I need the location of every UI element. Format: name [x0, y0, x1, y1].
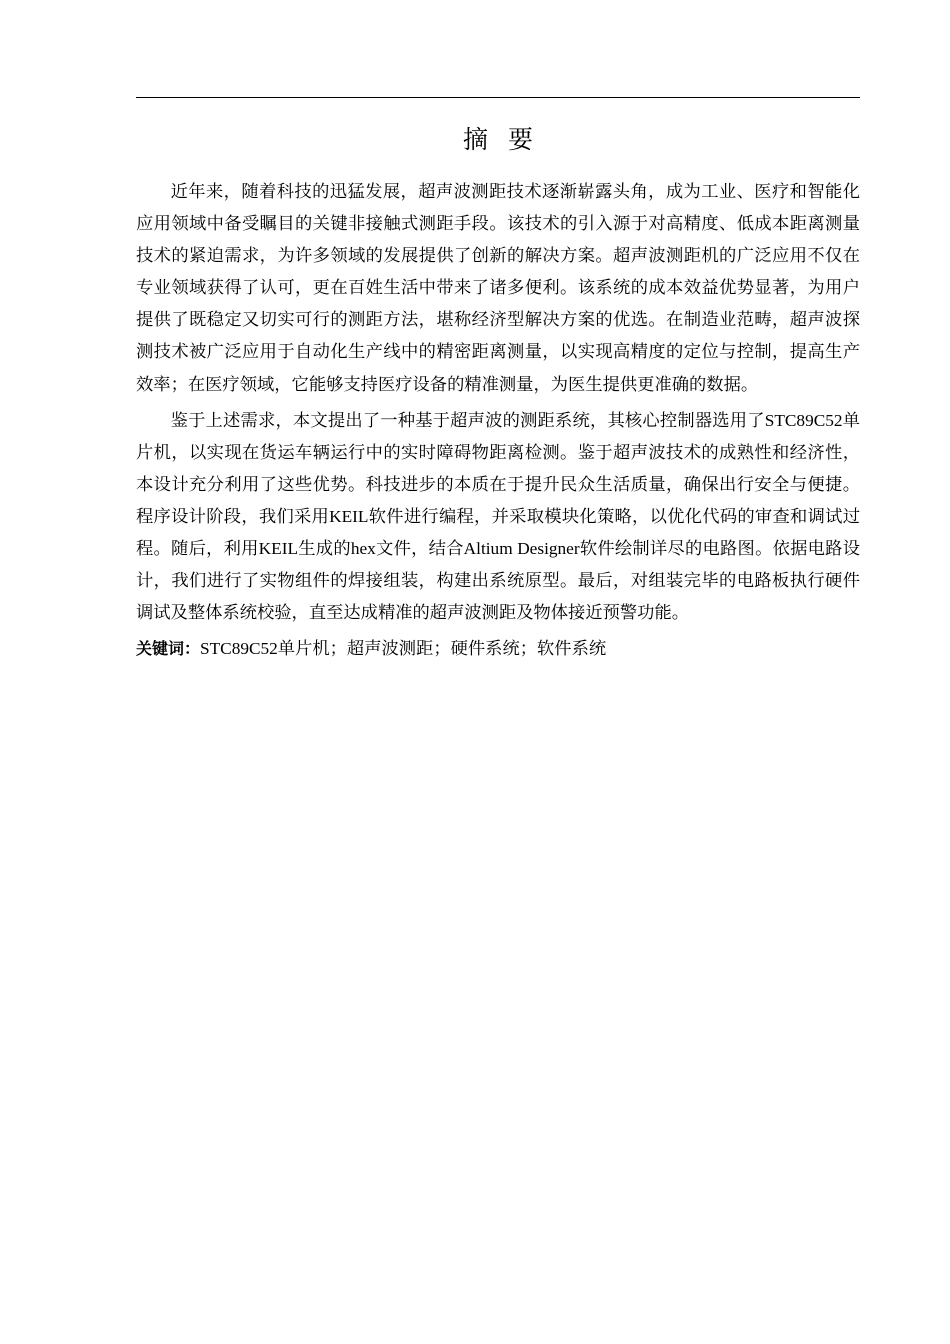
abstract-paragraph-2: 鉴于上述需求，本文提出了一种基于超声波的测距系统，其核心控制器选用了STC89C52单片机，以实现在货运车辆运行中的实时障碍物距离检测。鉴于超声波技术的成熟性和经济性，本设计充分利用了这些优势。科技进步的本质在于提升民众生活质量，确保出行安全与便捷。程序设计阶段，我们采用KEIL软件进行编程，并采取模块化策略，以优化代码的审查和调试过程。随后，利用KEIL生成的hex文件，结合Altium Designer软件绘制详尽的电路图。依据电路设计，我们进行了实物组件的焊接组装，构建出系统原型。最后，对组装完毕的电路板执行硬件调试及整体系统校验，直至达成精准的超声波测距及物体接近预警功能。 [136, 410, 860, 623]
abstract-title: 摘要 [462, 125, 553, 154]
header-rule [136, 97, 860, 98]
abstract-paragraph-1: 近年来，随着科技的迅猛发展，超声波测距技术逐渐崭露头角，成为工业、医疗和智能化应用领域中备受瞩目的关键非接触式测距手段。该技术的引入源于对高精度、低成本距离测量技术的紧迫需求，为许多领域的发展提供了创新的解决方案。超声波测距机的广泛应用不仅在专业领域获得了认可，更在百姓生活中带来了诸多便利。该系统的成本效益优势显著，为用户提供了既稳定又切实可行的测距方法，堪称经济型解决方案的优选。在制造业范畴，超声波探测技术被广泛应用于自动化生产线中的精密距离测量，以实现高精度的定位与控制，提高生产效率；在医疗领域，它能够支持医疗设备的精准测量，为医生提供更准确的数据。 [136, 182, 860, 394]
keywords-text: STC89C52单片机；超声波测距；硬件系统；软件系统 [200, 639, 607, 659]
abstract-body [136, 176, 860, 665]
keywords-line [136, 633, 860, 665]
keywords-label: 关键词： [136, 639, 201, 659]
